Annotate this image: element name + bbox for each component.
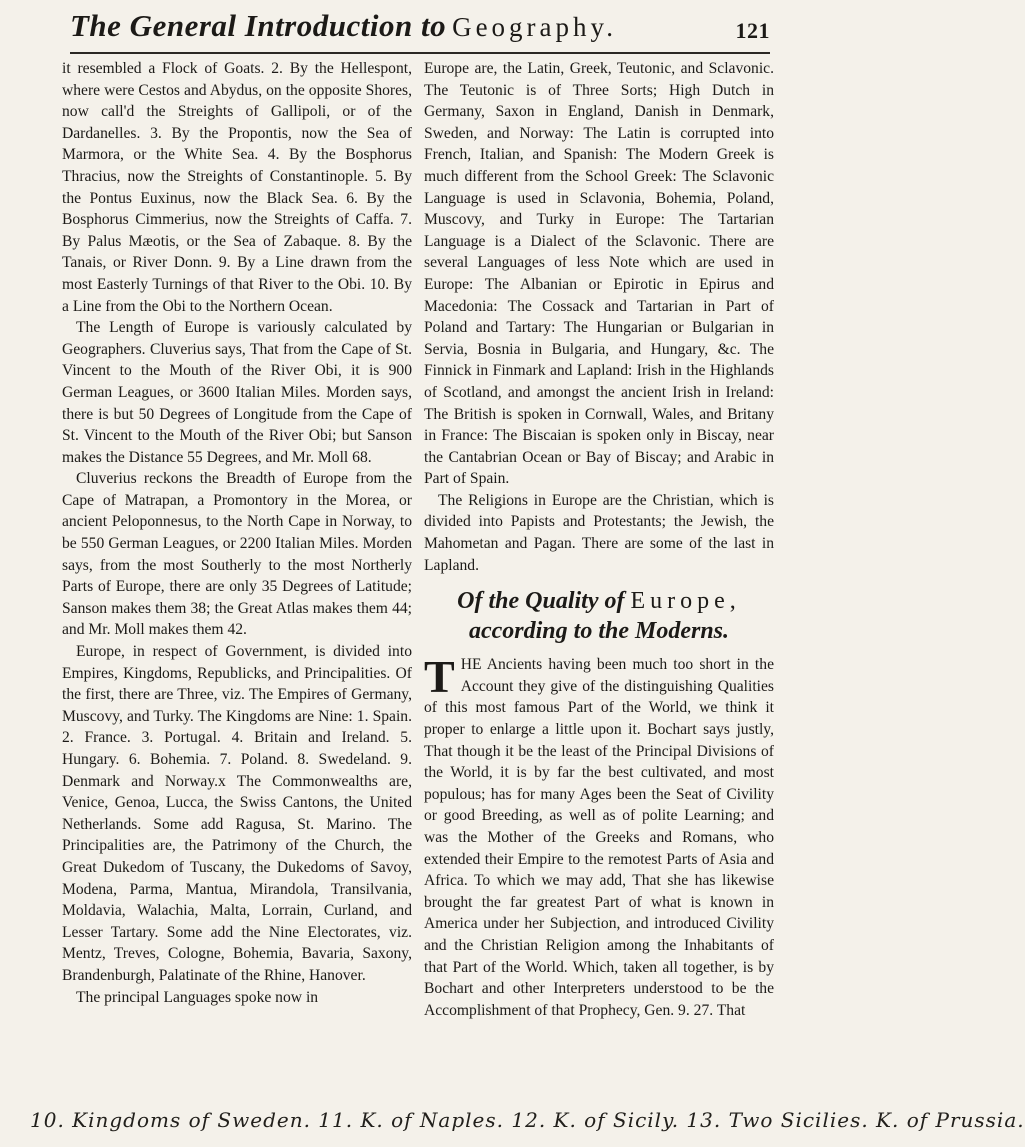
left-paragraph-2: The Length of Europe is variously calculated by Geographers. Cluverius says, That from the Cape of St. Vincent to the Mouth of the River Obi, it is 900 German Leagues, or 3600 Italian Miles. Morden says, there is but 50 Degrees of Longitude from the Cape of St. Vincent to the Mouth of the River Obi; but Sanson makes the Distance 55 Degrees, and Mr. Moll 68. <box>62 319 412 466</box>
section-heading-europe: Europe, <box>630 588 741 615</box>
drop-cap: T <box>424 651 455 703</box>
right-paragraph-1: Europe are, the Latin, Greek, Teutonic, and Sclavonic. The Teutonic is of Three Sorts; High Dutch in Germany, Saxon in England, Danish in Denmark, Sweden, and Norway: The Latin is corrupted into French, Italian, and Spanish: The Modern Greek is much different from the School Greek: The Sclavonic Language is used in Sclavonia, Bohemia, Poland, Muscovy, and Turky in Europe: The Tartarian Language is a Dialect of the Sclavonic. There are several Languages of less Note which are used in Europe: The Albanian or Epirotic in Epirus and Macedonia: The Cossack and Tartarian in Part of Poland and Tartary: The Hungarian or Bulgarian in Servia, Bosnia in Bulgaria, and Hungary, &c. The Finnick in Finmark and Lapland: Irish in the Highlands of Scotland, and amongst the ancient Irish in Ireland: The British is spoken in Cornwall, Wales, and Britany in France: The Biscaian is spoken only in Biscay, near the Cantabrian Ocean or Bay of Biscay; and Arabic in Part of Spain. <box>424 60 774 488</box>
dropcap-paragraph-text: HE Ancients having been much too short in the Account they give of the distinguishing Qualities of this most famous Part of the World, we think it proper to enlarge a little upon it. Bochart says justly, That though it be the least of the Principal Divisions of the World, it is by far the best cultivated, and most populous; has for many Ages been the Seat of Civility or good Breeding, as well as of polite Learning; and was the Mother of the Greeks and Romans, who extended their Empire to the remotest Parts of Asia and Africa. To which we may add, That she has likewise brought the far greatest Part of what is known in America under her Subjection, and introduced Civility and the Christian Religion among the Inhabitants of that Part of the World. Which, taken all together, is by Bochart and other Interpreters understood to be the Accomplishment of that Prophecy, Gen. 9. 27. That <box>424 656 774 1019</box>
section-heading-line1: Of the Quality of <box>457 588 625 615</box>
left-column <box>62 58 412 1008</box>
running-title: The General Introduction to <box>70 8 447 43</box>
running-header <box>70 8 770 58</box>
header-rule <box>70 52 770 54</box>
running-title-geography: Geography. <box>452 12 618 42</box>
left-paragraph-4: Europe, in respect of Government, is divided into Empires, Kingdoms, Republicks, and Principalities. Of the first, there are Three, viz. The Empires of Germany, Muscovy, and Turky. The Kingdoms are Nine: 1. Spain. 2. France. 3. Portugal. 4. Britain and Ireland. 5. Hungary. 6. Bohemia. 7. Poland. 8. Swedeland. 9. Denmark and Norway.x The Commonwealths are, Venice, Genoa, Lucca, the Swiss Cantons, the United Netherlands. Some add Ragusa, St. Marino. The Principalities are, the Patrimony of the Church, the Great Dukedom of Tuscany, the Dukedoms of Savoy, Modena, Parma, Mantua, Mirandola, Transilvania, Moldavia, Walachia, Malta, Lorrain, Curland, and Lesser Tartary. Some add the Nine Electorates, viz. Mentz, Treves, Cologne, Bohemia, Bavaria, Saxony, Brandenburgh, Palatinate of the Rhine, Hanover. <box>62 643 412 984</box>
left-paragraph-5: The principal Languages spoke now in <box>76 988 319 1006</box>
handwritten-annotation: 10. Kingdoms of Sweden. 11. K. of Naples. 12. K. of Sicily. 13. Two Sicilies. K. of Prussia. <box>30 1108 1025 1132</box>
left-paragraph-1: it resembled a Flock of Goats. 2. By the Hellespont, where were Cestos and Abydus, on the opposite Shores, now call'd the Streights of Gallipoli, or of the Dardanelles. 3. By the Propontis, now the Sea of Marmora, or the White Sea. 4. By the Bosphorus Thracius, now the Streights of Constantinople. 5. By the Pontus Euxinus, now the Black Sea. 6. By the Bosphorus Cimmerius, now the Streights of Caffa. 7. By Palus Mæotis, or the Sea of Zabaque. 8. By the Tanais, or River Donn. 9. By a Line drawn from the most Easterly Turnings of that River to the Obi. 10. By a Line from the Obi to the Northern Ocean. <box>62 60 412 315</box>
section-heading-line2: according to the Moderns. <box>468 618 729 645</box>
right-column <box>424 58 774 1021</box>
section-heading <box>424 586 774 646</box>
left-paragraph-3: Cluverius reckons the Breadth of Europe from the Cape of Matrapan, a Promontory in the Morea, or ancient Peloponnesus, to the North Cape in Norway, to be 550 German Leagues, or 2200 Italian Miles. Morden says, from the most Southerly to the most Northerly Parts of Europe, there are only 35 Degrees of Latitude; Sanson makes them 38; the Great Atlas makes them 44; and Mr. Moll makes them 42. <box>62 470 412 639</box>
right-paragraph-3 <box>424 651 774 1021</box>
page-number: 121 <box>735 18 770 43</box>
right-paragraph-2: The Religions in Europe are the Christian, which is divided into Papists and Protestants; the Jewish, the Mahometan and Pagan. There are some of the last in Lapland. <box>424 491 774 574</box>
